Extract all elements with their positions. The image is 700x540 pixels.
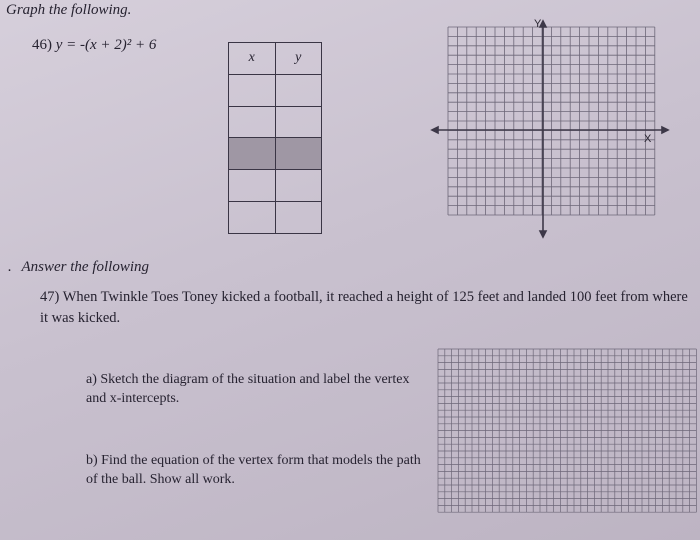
sketch-grid[interactable]: [436, 347, 698, 517]
problem-47-text: 47) When Twinkle Toes Toney kicked a football, it reached a height of 125 feet and landed 100 feet from where it was kicked.: [40, 289, 688, 326]
section-answer-title: Answer the following: [21, 259, 149, 275]
x-axis-label: X: [644, 133, 652, 145]
problem-47-part-a: a) Sketch the diagram of the situation and label the vertex and x-intercepts.: [86, 372, 410, 406]
x-axis-arrow-left: [432, 127, 438, 133]
section-title-answer: [8, 259, 149, 276]
y-axis-arrow-down: [540, 231, 546, 237]
xy-table: [228, 42, 322, 234]
y-axis-label: Y: [534, 18, 542, 30]
section-bullet: .: [8, 259, 12, 275]
problem-46-equation: y = -(x + 2)² + 6: [55, 37, 157, 53]
table-header-row: [229, 43, 322, 75]
table-header-y: y: [275, 43, 322, 75]
table-cell-x[interactable]: [229, 202, 276, 234]
table-cell-y[interactable]: [275, 106, 322, 138]
grid-lines: [438, 349, 696, 512]
section-title-graph: Graph the following.: [6, 2, 132, 18]
table-cell-y[interactable]: [275, 202, 322, 234]
table-cell-x[interactable]: [229, 106, 276, 138]
table-row: [229, 74, 322, 106]
grid-lines: [448, 27, 655, 215]
table-cell-x[interactable]: [229, 170, 276, 202]
problem-46-number: 46): [32, 37, 52, 53]
table-cell-y[interactable]: [275, 138, 322, 170]
table-cell-x[interactable]: [229, 74, 276, 106]
table-header-x: x: [229, 43, 276, 75]
table-cell-x[interactable]: [229, 138, 276, 170]
table-row: [229, 202, 322, 234]
table-cell-y[interactable]: [275, 170, 322, 202]
problem-47-part-b: b) Find the equation of the vertex form that models the path of the ball. Show all work.: [86, 453, 421, 487]
x-axis-arrow-right: [662, 127, 668, 133]
table-row: [229, 170, 322, 202]
table-cell-y[interactable]: [275, 74, 322, 106]
coordinate-grid[interactable]: [430, 15, 670, 240]
table-row: [229, 138, 322, 170]
problem-46: [32, 37, 156, 54]
table-row: [229, 106, 322, 138]
axes: [432, 21, 668, 237]
